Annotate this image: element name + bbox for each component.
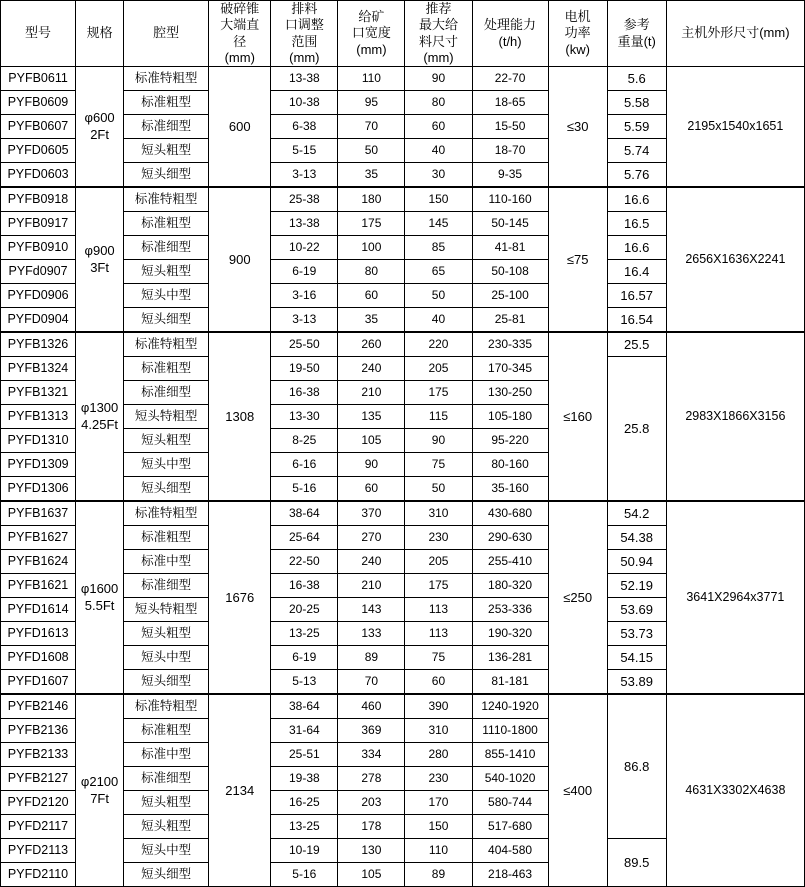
cell-max-feed-size: 175 xyxy=(405,381,472,405)
header-feed-width xyxy=(338,1,405,67)
header-discharge-unit: (mm) xyxy=(289,49,320,65)
cell-feed-width: 210 xyxy=(338,574,405,598)
cell-model: PYFd0907 xyxy=(1,260,76,284)
cell-model: PYFB2146 xyxy=(1,694,76,719)
cell-capacity: 81-181 xyxy=(472,670,548,695)
header-power-line2: 功率 xyxy=(564,25,591,41)
cell-cavity: 短头中型 xyxy=(124,284,209,308)
cell-cavity: 标准中型 xyxy=(124,743,209,767)
spec-line-1: φ900 xyxy=(84,242,115,258)
cell-cavity: 短头细型 xyxy=(124,863,209,887)
cell-discharge-range: 22-50 xyxy=(271,550,338,574)
cell-max-feed-size: 75 xyxy=(405,453,472,477)
cell-max-feed-size: 85 xyxy=(405,236,472,260)
cell-feed-width: 80 xyxy=(338,260,405,284)
cell-spec xyxy=(76,501,124,694)
cell-capacity: 41-81 xyxy=(472,236,548,260)
cell-max-feed-size: 40 xyxy=(405,308,472,333)
cell-max-feed-size: 90 xyxy=(405,67,472,91)
cell-discharge-range: 25-64 xyxy=(271,526,338,550)
spec-line-2: 2Ft xyxy=(90,126,109,142)
header-feed-width-line2: 口宽度 xyxy=(351,25,391,41)
cell-weight: 5.74 xyxy=(607,139,666,163)
table-row xyxy=(1,67,805,91)
cell-capacity: 9-35 xyxy=(472,163,548,188)
cell-max-feed-size: 220 xyxy=(405,332,472,357)
cell-model: PYFB1637 xyxy=(1,501,76,526)
header-discharge-range xyxy=(271,1,338,67)
cell-model: PYFD0603 xyxy=(1,163,76,188)
table-row xyxy=(1,187,805,212)
header-weight-line2: 重量(t) xyxy=(617,33,656,49)
cell-cavity: 短头粗型 xyxy=(124,815,209,839)
cell-capacity: 230-335 xyxy=(472,332,548,357)
cell-capacity: 95-220 xyxy=(472,429,548,453)
cell-max-feed-size: 65 xyxy=(405,260,472,284)
header-max-feed-line2: 最大给 xyxy=(418,17,458,33)
cell-max-feed-size: 175 xyxy=(405,574,472,598)
cell-cavity: 标准粗型 xyxy=(124,719,209,743)
cell-max-feed-size: 310 xyxy=(405,501,472,526)
cell-cavity: 标准细型 xyxy=(124,767,209,791)
cell-capacity: 170-345 xyxy=(472,357,548,381)
cell-weight: 53.89 xyxy=(607,670,666,695)
cell-model: PYFB1627 xyxy=(1,526,76,550)
spec-line-2: 7Ft xyxy=(90,790,109,806)
cell-weight: 16.4 xyxy=(607,260,666,284)
cell-model: PYFD1614 xyxy=(1,598,76,622)
header-capacity-line1: 处理能力 xyxy=(484,17,537,33)
cell-discharge-range: 10-19 xyxy=(271,839,338,863)
cell-cavity: 短头粗型 xyxy=(124,622,209,646)
cell-capacity: 1240-1920 xyxy=(472,694,548,719)
cell-weight: 52.19 xyxy=(607,574,666,598)
cell-machine-dimensions: 4631X3302X4638 xyxy=(666,694,804,887)
cell-max-feed-size: 205 xyxy=(405,357,472,381)
cell-capacity: 218-463 xyxy=(472,863,548,887)
cell-cavity: 短头粗型 xyxy=(124,139,209,163)
cell-max-feed-size: 150 xyxy=(405,187,472,212)
header-power-line1: 电机 xyxy=(564,9,591,25)
cell-max-feed-size: 115 xyxy=(405,405,472,429)
cell-max-feed-size: 150 xyxy=(405,815,472,839)
cell-discharge-range: 25-50 xyxy=(271,332,338,357)
cell-weight: 16.6 xyxy=(607,236,666,260)
cell-motor-power: ≤160 xyxy=(548,332,607,501)
cell-model: PYFD1310 xyxy=(1,429,76,453)
table-header xyxy=(1,1,805,67)
cell-motor-power: ≤400 xyxy=(548,694,607,887)
spec-line-1: φ1600 xyxy=(80,580,119,596)
cell-capacity: 15-50 xyxy=(472,115,548,139)
cell-model: PYFD1613 xyxy=(1,622,76,646)
cell-capacity: 1110-1800 xyxy=(472,719,548,743)
spec-line-2: 5.5Ft xyxy=(84,597,115,613)
cell-feed-width: 95 xyxy=(338,91,405,115)
header-feed-width-line1: 给矿 xyxy=(358,9,385,25)
cell-spec xyxy=(76,67,124,188)
cell-feed-width: 270 xyxy=(338,526,405,550)
cell-feed-width: 278 xyxy=(338,767,405,791)
cell-cavity: 标准中型 xyxy=(124,550,209,574)
cell-max-feed-size: 75 xyxy=(405,646,472,670)
cell-feed-width: 180 xyxy=(338,187,405,212)
header-capacity-unit: (t/h) xyxy=(498,33,522,49)
cell-feed-width: 110 xyxy=(338,67,405,91)
cell-capacity: 855-1410 xyxy=(472,743,548,767)
cell-cavity: 短头中型 xyxy=(124,646,209,670)
cell-cavity: 标准细型 xyxy=(124,381,209,405)
cell-cavity: 短头特粗型 xyxy=(124,405,209,429)
header-machine-dimensions: 主机外形尺寸(mm) xyxy=(666,1,804,67)
cell-cone-diameter: 1676 xyxy=(209,501,271,694)
header-max-feed-size xyxy=(405,1,472,67)
cell-max-feed-size: 90 xyxy=(405,429,472,453)
cell-cone-diameter: 600 xyxy=(209,67,271,188)
cell-cone-diameter: 2134 xyxy=(209,694,271,887)
header-max-feed-line3: 料尺寸 xyxy=(418,33,458,49)
cell-cavity: 短头特粗型 xyxy=(124,598,209,622)
cell-model: PYFD2117 xyxy=(1,815,76,839)
cell-feed-width: 203 xyxy=(338,791,405,815)
cell-cavity: 标准粗型 xyxy=(124,357,209,381)
cell-cavity: 标准特粗型 xyxy=(124,694,209,719)
cell-discharge-range: 6-19 xyxy=(271,646,338,670)
cell-cavity: 短头粗型 xyxy=(124,260,209,284)
header-max-feed-line1: 推荐 xyxy=(425,1,452,16)
cell-discharge-range: 3-16 xyxy=(271,284,338,308)
cell-weight: 50.94 xyxy=(607,550,666,574)
cell-capacity: 517-680 xyxy=(472,815,548,839)
cell-feed-width: 60 xyxy=(338,477,405,502)
cell-capacity: 136-281 xyxy=(472,646,548,670)
spec-line-1: φ2100 xyxy=(80,773,119,789)
spec-line-1: φ600 xyxy=(84,109,115,125)
cell-cavity: 标准细型 xyxy=(124,115,209,139)
cell-max-feed-size: 50 xyxy=(405,284,472,308)
cell-cavity: 短头细型 xyxy=(124,670,209,695)
cell-capacity: 290-630 xyxy=(472,526,548,550)
cell-discharge-range: 13-25 xyxy=(271,622,338,646)
cell-feed-width: 100 xyxy=(338,236,405,260)
header-cone-diameter-unit: (mm) xyxy=(224,49,255,65)
cell-weight: 25.8 xyxy=(607,357,666,502)
cell-discharge-range: 13-30 xyxy=(271,405,338,429)
cell-feed-width: 70 xyxy=(338,670,405,695)
cell-feed-width: 89 xyxy=(338,646,405,670)
header-capacity xyxy=(472,1,548,67)
cell-discharge-range: 16-25 xyxy=(271,791,338,815)
header-row xyxy=(1,1,805,67)
cell-machine-dimensions: 2983X1866X3156 xyxy=(666,332,804,501)
cell-discharge-range: 6-16 xyxy=(271,453,338,477)
cell-cavity: 标准细型 xyxy=(124,236,209,260)
header-cone-diameter xyxy=(209,1,271,67)
cell-max-feed-size: 50 xyxy=(405,477,472,502)
cell-weight: 25.5 xyxy=(607,332,666,357)
cell-motor-power: ≤75 xyxy=(548,187,607,332)
cell-weight: 86.8 xyxy=(607,694,666,839)
cell-capacity: 180-320 xyxy=(472,574,548,598)
cell-weight: 54.2 xyxy=(607,501,666,526)
spec-line-1: φ1300 xyxy=(80,399,119,415)
cell-capacity: 105-180 xyxy=(472,405,548,429)
cell-feed-width: 143 xyxy=(338,598,405,622)
cell-cavity: 短头中型 xyxy=(124,839,209,863)
cell-capacity: 255-410 xyxy=(472,550,548,574)
cell-discharge-range: 38-64 xyxy=(271,694,338,719)
cell-discharge-range: 38-64 xyxy=(271,501,338,526)
cell-model: PYFB1326 xyxy=(1,332,76,357)
cell-max-feed-size: 170 xyxy=(405,791,472,815)
spec-line-2: 4.25Ft xyxy=(81,416,119,432)
cell-max-feed-size: 110 xyxy=(405,839,472,863)
cell-machine-dimensions: 3641X2964x3771 xyxy=(666,501,804,694)
cell-feed-width: 50 xyxy=(338,139,405,163)
cell-discharge-range: 16-38 xyxy=(271,381,338,405)
cell-capacity: 50-108 xyxy=(472,260,548,284)
cell-cone-diameter: 900 xyxy=(209,187,271,332)
cell-weight: 16.5 xyxy=(607,212,666,236)
cell-model: PYFD1306 xyxy=(1,477,76,502)
cell-feed-width: 105 xyxy=(338,863,405,887)
cell-feed-width: 35 xyxy=(338,308,405,333)
cell-model: PYFB2133 xyxy=(1,743,76,767)
cell-capacity: 22-70 xyxy=(472,67,548,91)
cell-model: PYFD1309 xyxy=(1,453,76,477)
cell-model: PYFB1324 xyxy=(1,357,76,381)
cell-weight: 5.76 xyxy=(607,163,666,188)
table-body xyxy=(1,67,805,887)
cell-max-feed-size: 89 xyxy=(405,863,472,887)
header-cone-diameter-line1: 破碎锥 xyxy=(220,1,260,16)
cell-model: PYFB1621 xyxy=(1,574,76,598)
cell-cavity: 标准粗型 xyxy=(124,212,209,236)
header-model: 型号 xyxy=(1,1,76,67)
cell-feed-width: 133 xyxy=(338,622,405,646)
cell-cone-diameter: 1308 xyxy=(209,332,271,501)
cell-capacity: 190-320 xyxy=(472,622,548,646)
cell-feed-width: 60 xyxy=(338,284,405,308)
cell-capacity: 25-100 xyxy=(472,284,548,308)
cell-max-feed-size: 390 xyxy=(405,694,472,719)
cell-feed-width: 369 xyxy=(338,719,405,743)
cell-feed-width: 35 xyxy=(338,163,405,188)
cell-cavity: 短头粗型 xyxy=(124,791,209,815)
cell-cavity: 标准特粗型 xyxy=(124,187,209,212)
cell-weight: 16.6 xyxy=(607,187,666,212)
header-discharge-line2: 口调整 xyxy=(284,17,324,33)
header-max-feed-unit: (mm) xyxy=(423,49,454,65)
cell-model: PYFB1321 xyxy=(1,381,76,405)
cell-capacity: 18-65 xyxy=(472,91,548,115)
cell-model: PYFD2120 xyxy=(1,791,76,815)
cell-cavity: 标准特粗型 xyxy=(124,501,209,526)
cell-discharge-range: 13-38 xyxy=(271,67,338,91)
cell-capacity: 50-145 xyxy=(472,212,548,236)
cell-model: PYFD2110 xyxy=(1,863,76,887)
cell-max-feed-size: 40 xyxy=(405,139,472,163)
header-spec: 规格 xyxy=(76,1,124,67)
cell-feed-width: 90 xyxy=(338,453,405,477)
cell-feed-width: 130 xyxy=(338,839,405,863)
header-feed-width-unit: (mm) xyxy=(356,41,387,57)
cell-discharge-range: 5-13 xyxy=(271,670,338,695)
cell-discharge-range: 10-22 xyxy=(271,236,338,260)
cell-spec xyxy=(76,694,124,887)
cell-max-feed-size: 145 xyxy=(405,212,472,236)
cell-cavity: 标准细型 xyxy=(124,574,209,598)
cell-machine-dimensions: 2195x1540x1651 xyxy=(666,67,804,188)
cell-cavity: 短头细型 xyxy=(124,308,209,333)
cell-weight: 5.6 xyxy=(607,67,666,91)
cell-machine-dimensions: 2656X1636X2241 xyxy=(666,187,804,332)
cell-capacity: 18-70 xyxy=(472,139,548,163)
cell-cavity: 短头粗型 xyxy=(124,429,209,453)
cell-model: PYFB0607 xyxy=(1,115,76,139)
header-power-unit: (kw) xyxy=(565,41,590,57)
cell-capacity: 580-744 xyxy=(472,791,548,815)
cell-max-feed-size: 113 xyxy=(405,598,472,622)
cell-discharge-range: 6-19 xyxy=(271,260,338,284)
cell-feed-width: 240 xyxy=(338,357,405,381)
cell-max-feed-size: 310 xyxy=(405,719,472,743)
table-row xyxy=(1,501,805,526)
cell-weight: 53.69 xyxy=(607,598,666,622)
cell-discharge-range: 5-15 xyxy=(271,139,338,163)
cell-capacity: 404-580 xyxy=(472,839,548,863)
header-motor-power xyxy=(548,1,607,67)
header-cone-diameter-line3: 径 xyxy=(233,33,247,49)
cell-model: PYFD0904 xyxy=(1,308,76,333)
cell-max-feed-size: 60 xyxy=(405,670,472,695)
cell-max-feed-size: 30 xyxy=(405,163,472,188)
cell-discharge-range: 8-25 xyxy=(271,429,338,453)
cell-max-feed-size: 113 xyxy=(405,622,472,646)
cell-max-feed-size: 230 xyxy=(405,526,472,550)
cell-model: PYFB0918 xyxy=(1,187,76,212)
cell-max-feed-size: 205 xyxy=(405,550,472,574)
cell-discharge-range: 6-38 xyxy=(271,115,338,139)
cell-spec xyxy=(76,187,124,332)
cell-capacity: 540-1020 xyxy=(472,767,548,791)
cell-capacity: 25-81 xyxy=(472,308,548,333)
cell-cavity: 标准粗型 xyxy=(124,91,209,115)
cell-max-feed-size: 80 xyxy=(405,91,472,115)
cell-discharge-range: 13-38 xyxy=(271,212,338,236)
cell-max-feed-size: 230 xyxy=(405,767,472,791)
header-weight xyxy=(607,1,666,67)
header-weight-line1: 参考 xyxy=(623,17,650,33)
cell-discharge-range: 5-16 xyxy=(271,477,338,502)
cell-model: PYFD0906 xyxy=(1,284,76,308)
cell-discharge-range: 3-13 xyxy=(271,308,338,333)
cell-feed-width: 175 xyxy=(338,212,405,236)
cell-model: PYFB2136 xyxy=(1,719,76,743)
cell-weight: 89.5 xyxy=(607,839,666,887)
cell-motor-power: ≤250 xyxy=(548,501,607,694)
cell-cavity: 短头细型 xyxy=(124,163,209,188)
cell-model: PYFD1607 xyxy=(1,670,76,695)
cell-cavity: 短头细型 xyxy=(124,477,209,502)
cell-feed-width: 105 xyxy=(338,429,405,453)
header-discharge-line3: 范围 xyxy=(291,33,318,49)
cell-weight: 5.59 xyxy=(607,115,666,139)
cell-discharge-range: 19-50 xyxy=(271,357,338,381)
cell-max-feed-size: 60 xyxy=(405,115,472,139)
cell-capacity: 110-160 xyxy=(472,187,548,212)
cell-model: PYFD2113 xyxy=(1,839,76,863)
cell-feed-width: 70 xyxy=(338,115,405,139)
cell-capacity: 80-160 xyxy=(472,453,548,477)
cell-feed-width: 210 xyxy=(338,381,405,405)
cell-spec xyxy=(76,332,124,501)
cell-weight: 54.15 xyxy=(607,646,666,670)
cell-model: PYFD0605 xyxy=(1,139,76,163)
table-row xyxy=(1,332,805,357)
cell-capacity: 430-680 xyxy=(472,501,548,526)
cell-capacity: 35-160 xyxy=(472,477,548,502)
cell-cavity: 标准特粗型 xyxy=(124,67,209,91)
header-cone-diameter-line2: 大端直 xyxy=(220,17,260,33)
cell-weight: 5.58 xyxy=(607,91,666,115)
header-discharge-line1: 排料 xyxy=(291,1,318,16)
cell-cavity: 标准特粗型 xyxy=(124,332,209,357)
cell-discharge-range: 31-64 xyxy=(271,719,338,743)
cell-capacity: 130-250 xyxy=(472,381,548,405)
cell-model: PYFB1313 xyxy=(1,405,76,429)
cell-weight: 16.57 xyxy=(607,284,666,308)
cell-feed-width: 178 xyxy=(338,815,405,839)
cell-discharge-range: 25-51 xyxy=(271,743,338,767)
cell-max-feed-size: 280 xyxy=(405,743,472,767)
cell-capacity: 253-336 xyxy=(472,598,548,622)
cell-feed-width: 240 xyxy=(338,550,405,574)
cell-weight: 53.73 xyxy=(607,622,666,646)
cell-discharge-range: 13-25 xyxy=(271,815,338,839)
cell-feed-width: 370 xyxy=(338,501,405,526)
cell-discharge-range: 3-13 xyxy=(271,163,338,188)
header-cavity: 腔型 xyxy=(124,1,209,67)
cell-weight: 16.54 xyxy=(607,308,666,333)
cell-model: PYFB2127 xyxy=(1,767,76,791)
cell-discharge-range: 5-16 xyxy=(271,863,338,887)
table-row xyxy=(1,694,805,719)
cell-discharge-range: 25-38 xyxy=(271,187,338,212)
cell-discharge-range: 10-38 xyxy=(271,91,338,115)
cell-model: PYFB0910 xyxy=(1,236,76,260)
cell-discharge-range: 20-25 xyxy=(271,598,338,622)
cell-discharge-range: 16-38 xyxy=(271,574,338,598)
cell-cavity: 标准粗型 xyxy=(124,526,209,550)
spec-line-2: 3Ft xyxy=(90,259,109,275)
cell-motor-power: ≤30 xyxy=(548,67,607,188)
cell-cavity: 短头中型 xyxy=(124,453,209,477)
cell-discharge-range: 19-38 xyxy=(271,767,338,791)
cell-model: PYFB0609 xyxy=(1,91,76,115)
cell-feed-width: 460 xyxy=(338,694,405,719)
cell-model: PYFB0611 xyxy=(1,67,76,91)
cell-model: PYFB1624 xyxy=(1,550,76,574)
cell-model: PYFD1608 xyxy=(1,646,76,670)
cell-feed-width: 260 xyxy=(338,332,405,357)
cell-model: PYFB0917 xyxy=(1,212,76,236)
cell-feed-width: 135 xyxy=(338,405,405,429)
cell-weight: 54.38 xyxy=(607,526,666,550)
cell-feed-width: 334 xyxy=(338,743,405,767)
